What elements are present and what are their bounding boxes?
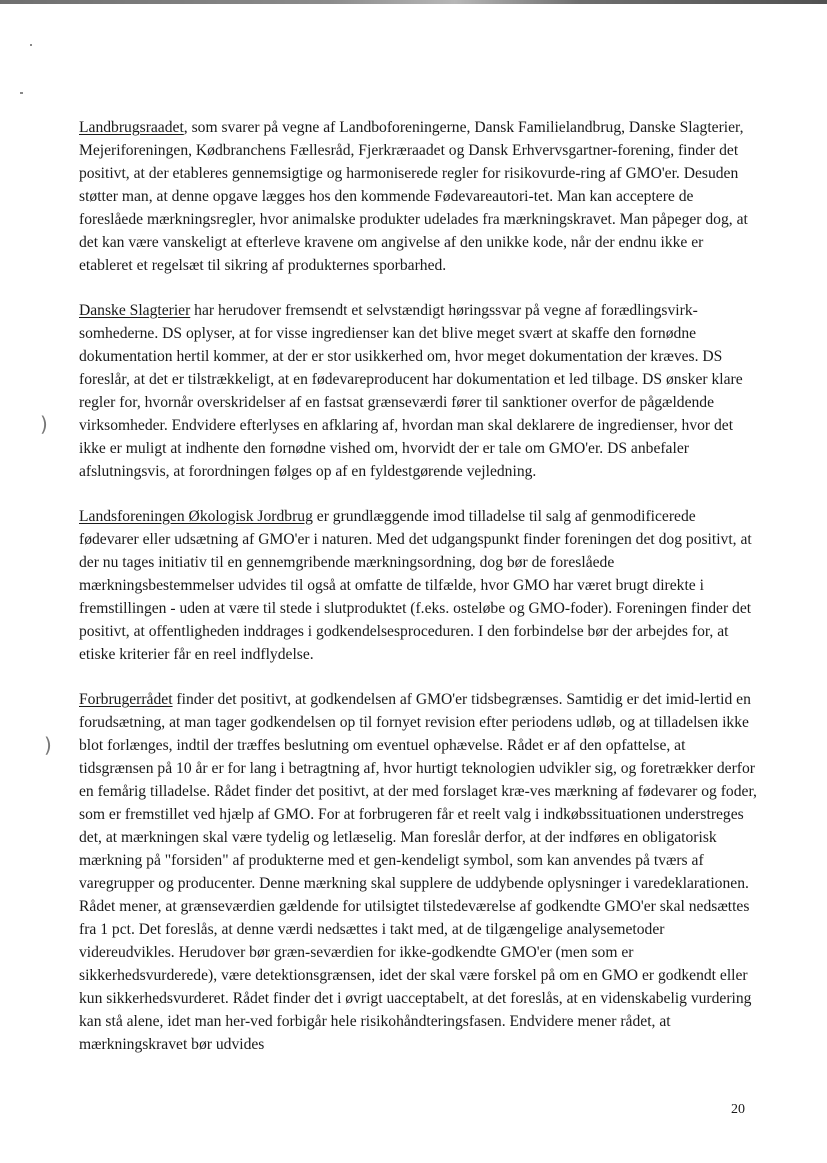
paragraph-text: , som svarer på vegne af Landboforeningerne, Dansk Familielandbrug, Danske Slagterier, Mejeriforeningen, Kødbranchens Fællesråd, Fjerkræraadet og Dansk Erhvervsgartner-forening, finder det positivt, at der etableres gennemsigtige og harmoniserede regler for risikovurde-ring af GMO'er. Desuden støtter man, at denne opgave lægges hos den kommende Fødevareautori-tet. Man kan acceptere de foreslåede mærkningsregler, hvor animalske produkter udelades fra mærkningskravet. Man påpeger dog, at det kan være vanskeligt at efterleve kravene om angivelse af den unikke kode, når der endnu ikke er etableret et regelsæt til sikring af produkternes sporbarhed.	[79, 119, 748, 274]
margin-punch-mark: )	[40, 412, 48, 436]
paragraph-text: er grundlæggende imod tilladelse til salg af genmodificerede fødevarer eller udsætning af GMO'er i naturen. Med det udgangspunkt finder foreningen det dog positivt, at der nu tages initiativ til en gennemgribende mærkningsordning, dog bør de foreslåede mærkningsbestemmelser udvides til også at omfatte de tilfælde, hvor GMO har været brugt direkte i fremstillingen - uden at være til stede i slutproduktet (f.eks. osteløbe og GMO-foder). Foreningen finder det positivt, at offentligheden inddrages i godkendelsesproceduren. I den forbindelse bør der arbejdes for, at etiske kriterier får en reel indflydelse.	[79, 508, 752, 663]
paragraph-text: finder det positivt, at godkendelsen af GMO'er tidsbegrænses. Samtidig er det imid-lertid en forudsætning, at man tager godkendelsen op til fornyet revision efter periodens udløb, og at tilladelsen ikke blot forlænges, indtil der træffes beslutning om eventuel ophævelse. Rådet er af den opfattelse, at tidsgrænsen på 10 år er for lang i betragtning af, hvor hurtigt teknologien udvikler sig, og foretrækker derfor en femårig tilladelse. Rådet finder det positivt, at der med forslaget kræ-ves mærkning af fødevarer og foder, som er fremstillet ved hjælp af GMO. For at forbrugeren får et reelt valg i indkøbssituationen understreges det, at mærkningen skal være tydelig og letlæselig. Man foreslår derfor, at der indføres en obligatorisk mærkning på "forsiden" af produkterne med et gen-kendeligt symbol, som kan anvendes på tværs af varegrupper og producenter. Denne mærkning skal supplere de uddybende oplysninger i varedeklarationen. Rådet mener, at grænseværdien gældende for utilsigtet tilstedeværelse af godkendte GMO'er skal nedsættes fra 1 pct. Det foreslås, at denne værdi nedsættes i takt med, at de tilgængelige analysemetoder videreudvikles. Herudover bør græn-seværdien for ikke-godkendte GMO'er (men som er sikkerhedsvurderede), være detektionsgrænsen, idet der skal være forskel på om en GMO er godkendt eller kun sikkerhedsvurderet. Rådet finder det i øvrigt uacceptabelt, at det foreslås, at en videnskabelig vurdering kan stå alene, idet man her-ved forbigår hele risikohåndteringsfasen. Endvidere mener rådet, at mærkningskravet bør udvides	[79, 691, 757, 1053]
organization-name: Forbrugerrådet	[79, 691, 173, 708]
paragraph-landbrugsraadet	[79, 116, 759, 277]
paragraph-danske-slagterier	[79, 299, 759, 483]
margin-punch-mark: )	[44, 733, 52, 757]
paragraph-text: har herudover fremsendt et selvstændigt høringssvar på vegne af forædlingsvirk-somhederne. DS oplyser, at for visse ingredienser kan det blive meget svært at skaffe den fornødne dokumentation hertil kommer, at der er stor usikkerhed om, hvor meget dokumentation der kræves. DS foreslår, at det er tilstrækkeligt, at en fødevareproducent har dokumentation et led tilbage. DS ønsker klare regler for, hvornår overskridelser af en fastsat grænseværdi fører til sanktioner overfor de pågældende virksomheder. Endvidere efterlyses en afklaring af, hvordan man skal deklarere de ingredienser, hvor det ikke er muligt at indhente den fornødne vished om, hvorvidt der er tale om GMO'er. DS anbefaler afslutningsvis, at forordningen følges op af en fyldestgørende vejledning.	[79, 302, 743, 480]
organization-name: Danske Slagterier	[79, 302, 191, 319]
scan-top-edge	[0, 0, 827, 4]
document-body	[79, 116, 759, 1078]
organization-name: Landsforeningen Økologisk Jordbrug	[79, 508, 313, 525]
paragraph-forbrugerraadet	[79, 688, 759, 1056]
scan-speck	[30, 44, 32, 46]
scan-speck	[20, 92, 23, 94]
page-number: 20	[731, 1102, 745, 1117]
organization-name: Landbrugsraadet	[79, 119, 184, 136]
paragraph-landsforeningen-okologisk-jordbrug	[79, 505, 759, 666]
